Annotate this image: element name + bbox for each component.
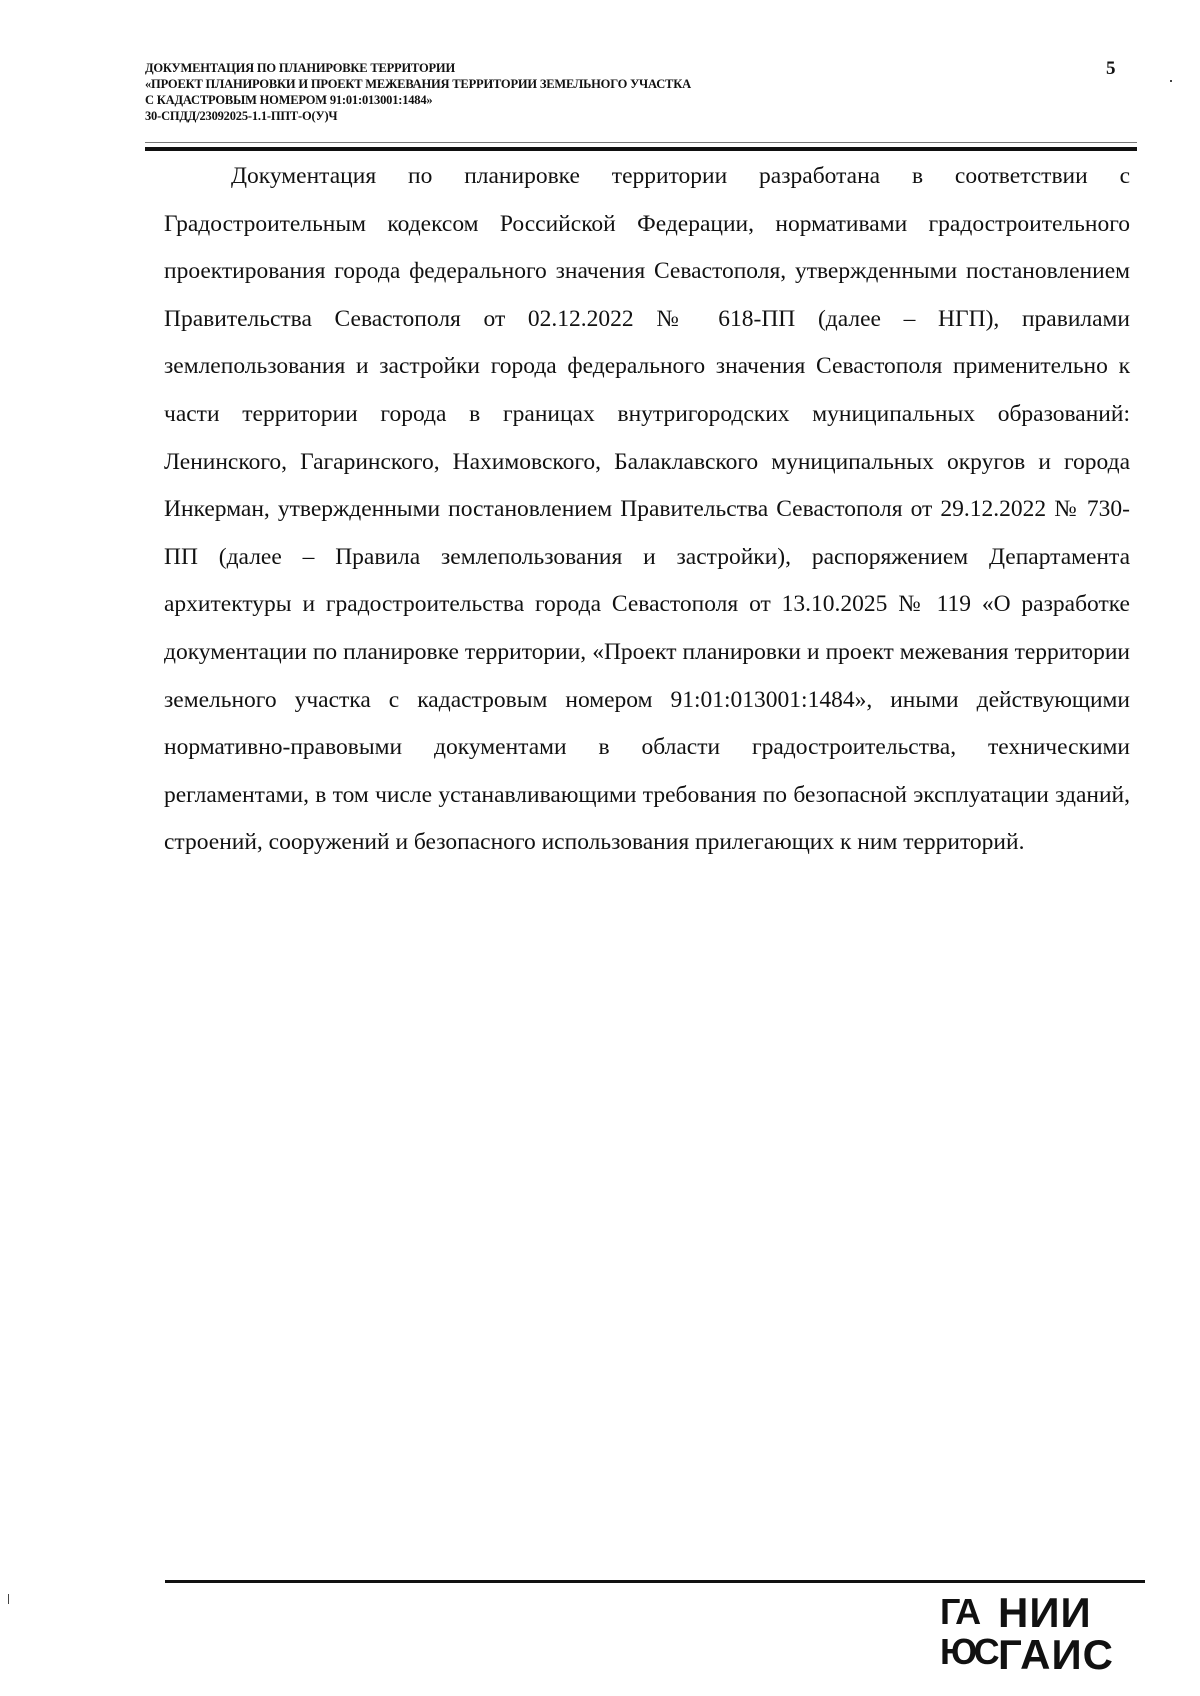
logo-text xyxy=(998,1589,1115,1678)
header-line-cadastral: С КАДАСТРОВЫМ НОМЕРОМ 91:01:013001:1484» xyxy=(145,93,433,107)
header-line-project: «ПРОЕКТ ПЛАНИРОВКИ И ПРОЕКТ МЕЖЕВАНИЯ ТЕРРИТОРИИ ЗЕМЕЛЬНОГО УЧАСТКА xyxy=(145,77,691,91)
logo-text-top: НИИ xyxy=(998,1589,1092,1636)
header-line-code: 30-СПДД/23092025-1.1-ППТ-О(У)Ч xyxy=(145,109,338,123)
logo-mark-top: ГА xyxy=(940,1591,979,1632)
logo-text-bottom: ГАИС xyxy=(998,1631,1115,1678)
organization-logo xyxy=(940,1589,1140,1682)
header-line-title: ДОКУМЕНТАЦИЯ ПО ПЛАНИРОВКЕ ТЕРРИТОРИИ xyxy=(145,61,455,75)
logo-mark-icon xyxy=(940,1591,997,1676)
scan-speck xyxy=(8,1594,9,1604)
scan-speck xyxy=(1170,80,1172,82)
header-divider-thin xyxy=(145,142,1137,143)
document-header xyxy=(145,60,985,124)
logo-mark-bottom: ЮС xyxy=(940,1631,997,1672)
footer-divider xyxy=(165,1580,1145,1583)
body-paragraph: Документация по планировке территории разработана в соответствии с Градостроительным кодексом Российской Федерации, нормативами градостроительного проектирования города федерального значения Севастополя, утвержденными постановлением Правительства Севастополя от 02.12.2022 № 618-ПП (далее – НГП), правилами землепользования и застройки города федерального значения Севастополя применительно к части территории города в границах внутригородских муниципальных образований: Ленинского, Гагаринского, Нахимовского, Балаклавского муниципальных округов и города Инкерман, утвержденными постановлением Правительства Севастополя от 29.12.2022 № 730-ПП (далее – Правила землепользования и застройки), распоряжением Департамента архитектуры и градостроительства города Севастополя от 13.10.2025 № 119 «О разработке документации по планировке территории, «Проект планировки и проект межевания территории земельного участка с кадастровым номером 91:01:013001:1484», иными действующими нормативно-правовыми документами в области градостроительства, техническими регламентами, в том числе устанавливающими требования по безопасной эксплуатации зданий, строений, сооружений и безопасного использования прилегающих к ним территорий. xyxy=(164,163,1130,856)
page-number: 5 xyxy=(1106,58,1116,79)
header-divider xyxy=(145,147,1137,151)
